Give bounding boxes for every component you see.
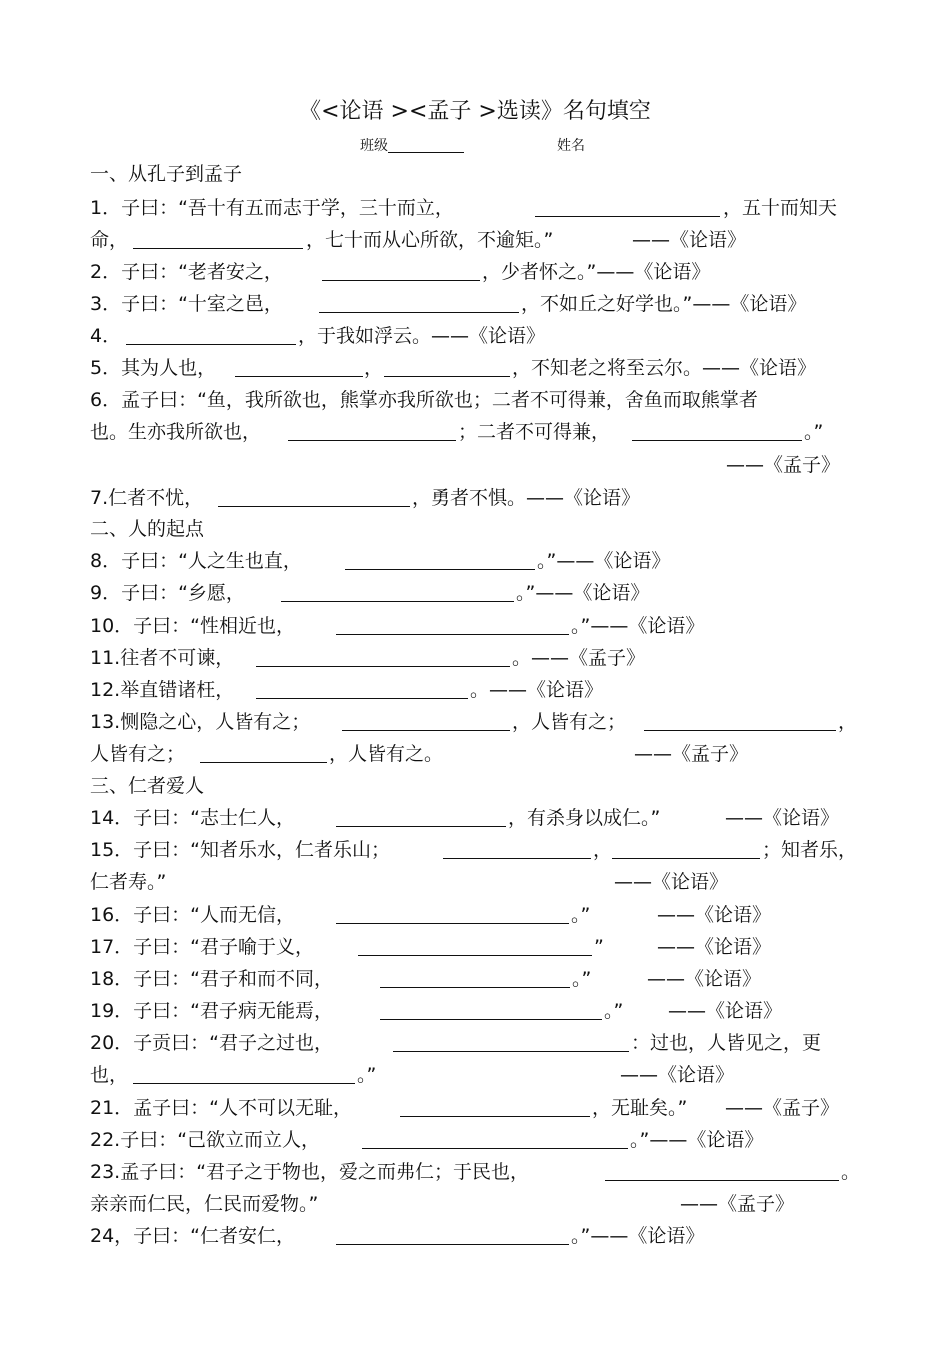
q18-text-a: 18．子曰：“君子和而不同，	[90, 968, 334, 990]
q13-text-d: 人皆有之；	[90, 743, 186, 765]
section-heading-1: 一、从孔子到孟子	[90, 163, 243, 185]
q16-blank[interactable]	[336, 903, 569, 927]
q20-blank-1[interactable]	[393, 1031, 629, 1055]
q22-text-b: 。”——《论语》	[630, 1129, 764, 1151]
q18-source: ——《论语》	[647, 968, 762, 990]
q20-blank-2[interactable]	[133, 1063, 355, 1087]
q1-text-d: ，七十而从心所欲，不逾矩。”	[306, 229, 554, 251]
q11-text-a: 11.往者不可谏，	[90, 647, 235, 669]
q23-text-b: 。	[841, 1161, 861, 1183]
q13-blank-1[interactable]	[342, 710, 510, 734]
q22-blank[interactable]	[362, 1128, 628, 1152]
class-blank[interactable]	[388, 138, 464, 153]
q1-text-b: ，五十而知天	[723, 197, 838, 219]
q23-text-c: 亲亲而仁民，仁民而爱物。”	[90, 1193, 319, 1215]
section-heading-3: 三、仁者爱人	[90, 775, 205, 797]
q8-text-b: 。”——《论语》	[537, 550, 671, 572]
q6-text-b: 也。生亦我所欲也，	[90, 421, 262, 443]
q11-blank[interactable]	[256, 646, 510, 670]
q1-blank-1[interactable]	[535, 196, 720, 220]
q10-blank[interactable]	[336, 614, 569, 638]
q5-blank-2[interactable]	[384, 356, 510, 380]
q6-blank-1[interactable]	[288, 420, 456, 444]
q24-text-b: 。”——《论语》	[571, 1225, 705, 1247]
page-title: 《<论语 ><孟子 >选读》名句填空	[299, 99, 651, 124]
q20-text-c: 也，	[90, 1064, 129, 1086]
q20-text-a: 20．子贡曰：“君子之过也，	[90, 1032, 334, 1054]
q6-text-d: 。”	[804, 421, 824, 443]
q15-text-b: ，	[593, 839, 613, 861]
q19-blank[interactable]	[380, 999, 602, 1023]
q1-text-a: 1．子曰：“吾十有五而志于学，三十而立，	[90, 197, 454, 219]
q10-text-a: 10．子曰：“性相近也，	[90, 615, 296, 637]
q20-source: ——《论语》	[620, 1064, 735, 1086]
q14-text-a: 14．子曰：“志士仁人，	[90, 807, 296, 829]
class-field	[360, 135, 464, 155]
q13-text-e: ，人皆有之。	[329, 743, 444, 765]
q5-text-c: ，不知老之将至云尔。——《论语》	[512, 357, 817, 379]
q15-text-d: 仁者寿。”	[90, 871, 167, 893]
q9-blank[interactable]	[281, 581, 514, 605]
q2-text-a: 2．子曰：“老者安之，	[90, 261, 283, 283]
q15-text-a: 15．子曰：“知者乐水，仁者乐山；	[90, 839, 391, 861]
q12-blank[interactable]	[256, 678, 468, 702]
q18-blank[interactable]	[380, 967, 570, 991]
q4-text-a: 4．	[90, 325, 122, 347]
q16-text-a: 16．子曰：“人而无信，	[90, 904, 296, 926]
q5-text-a: 5．其为人也，	[90, 357, 217, 379]
q17-text-b: ”	[594, 936, 604, 958]
q2-text-b: ，少者怀之。”——《论语》	[482, 261, 711, 283]
q17-source: ——《论语》	[657, 936, 772, 958]
q14-source: ——《论语》	[725, 807, 840, 829]
q23-text-a: 23.孟子曰：“君子之于物也，爱之而弗仁；于民也，	[90, 1161, 530, 1183]
q6-text-a: 6．孟子曰：“鱼，我所欲也，熊掌亦我所欲也；二者不可得兼，舍鱼而取熊掌者	[90, 389, 758, 411]
q23-blank[interactable]	[605, 1160, 839, 1184]
q21-text-b: ，无耻矣。”	[592, 1097, 688, 1119]
q1-source: ——《论语》	[632, 229, 747, 251]
q7-text-b: ，勇者不惧。——《论语》	[412, 487, 641, 509]
q21-blank[interactable]	[400, 1096, 590, 1120]
q14-text-b: ，有杀身以成仁。”	[508, 807, 661, 829]
q7-blank[interactable]	[218, 486, 410, 510]
q7-text-a: 7.仁者不忧，	[90, 487, 204, 509]
q3-text-b: ，不如丘之好学也。”——《论语》	[521, 293, 807, 315]
q13-blank-3[interactable]	[200, 742, 327, 766]
q13-text-a: 13.恻隐之心，人皆有之；	[90, 711, 311, 733]
q6-text-c: ；二者不可得兼，	[458, 421, 611, 443]
q24-text-a: 24，子曰：“仁者安仁，	[90, 1225, 296, 1247]
q3-text-a: 3．子曰：“十室之邑，	[90, 293, 283, 315]
q21-source: ——《孟子》	[725, 1097, 840, 1119]
q15-text-c: ；知者乐，	[762, 839, 858, 861]
q19-source: ——《论语》	[668, 1000, 783, 1022]
q20-text-b: ：过也，人皆见之，更	[631, 1032, 822, 1054]
q18-text-b: 。”	[572, 968, 592, 990]
q17-text-a: 17．子曰：“君子喻于义，	[90, 936, 315, 958]
q13-source: ——《孟子》	[634, 743, 749, 765]
q19-text-a: 19．子曰：“君子病无能焉，	[90, 1000, 334, 1022]
q6-blank-2[interactable]	[632, 420, 802, 444]
q10-text-b: 。”——《论语》	[571, 615, 705, 637]
q21-text-a: 21．孟子曰：“人不可以无耻，	[90, 1097, 353, 1119]
q1-blank-2[interactable]	[133, 228, 303, 252]
q24-blank[interactable]	[336, 1224, 569, 1248]
q11-text-b: 。——《孟子》	[512, 647, 646, 669]
q15-source: ——《论语》	[614, 871, 729, 893]
q22-text-a: 22.子曰：“己欲立而立人，	[90, 1129, 321, 1151]
q5-blank-1[interactable]	[235, 356, 363, 380]
name-label: 姓名	[557, 138, 585, 154]
q15-blank-2[interactable]	[612, 838, 760, 862]
q9-text-a: 9．子曰：“乡愿，	[90, 582, 245, 604]
q12-text-b: 。——《论语》	[470, 679, 604, 701]
q3-blank[interactable]	[319, 292, 519, 316]
q17-blank[interactable]	[358, 935, 592, 959]
q9-text-b: 。”——《论语》	[516, 582, 650, 604]
q23-source: ——《孟子》	[680, 1193, 795, 1215]
q16-text-b: 。”	[571, 904, 591, 926]
q16-source: ——《论语》	[657, 904, 772, 926]
q19-text-b: 。”	[604, 1000, 624, 1022]
q8-blank[interactable]	[345, 549, 535, 573]
q13-text-c: ，	[838, 711, 858, 733]
q2-blank[interactable]	[322, 260, 480, 284]
q12-text-a: 12.举直错诸枉，	[90, 679, 235, 701]
q5-text-b: ，	[364, 357, 384, 379]
q13-blank-2[interactable]	[644, 710, 836, 734]
q15-blank-1[interactable]	[443, 838, 591, 862]
class-label: 班级	[360, 138, 388, 154]
q4-blank[interactable]	[126, 324, 296, 348]
q6-source: ——《孟子》	[726, 454, 841, 476]
q14-blank[interactable]	[336, 806, 506, 830]
q8-text-a: 8．子曰：“人之生也直，	[90, 550, 302, 572]
section-heading-2: 二、人的起点	[90, 518, 205, 540]
q13-text-b: ，人皆有之；	[512, 711, 627, 733]
q20-text-d: 。”	[357, 1064, 377, 1086]
q4-text-b: ，于我如浮云。——《论语》	[298, 325, 546, 347]
q1-text-c: 命，	[90, 229, 129, 251]
